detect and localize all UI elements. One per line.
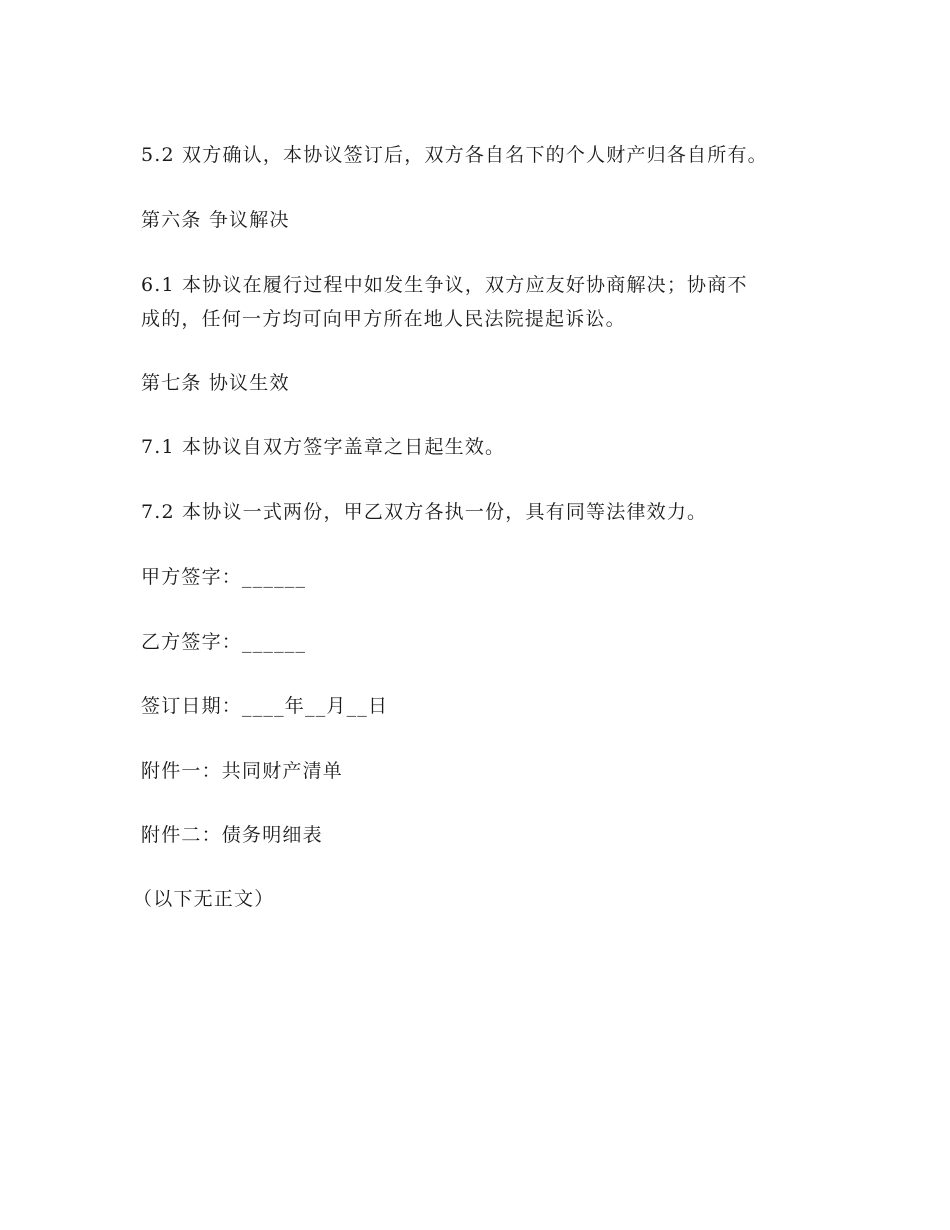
signing-date: 签订日期：____年__月__日 (141, 695, 389, 717)
end-note: （以下无正文） (133, 888, 275, 910)
clause-6-1-line-1: 6.1 本协议在履行过程中如发生争议，双方应友好协商解决；协商不 (141, 274, 748, 296)
clause-7-1: 7.1 本协议自双方签字盖章之日起生效。 (141, 436, 506, 458)
attachment-2: 附件二：债务明细表 (141, 824, 323, 846)
clause-5-2: 5.2 双方确认，本协议签订后，双方各自名下的个人财产归各自所有。 (141, 144, 768, 166)
article-6-heading: 第六条 争议解决 (141, 209, 290, 231)
clause-6-1-line-2: 成的，任何一方均可向甲方所在地人民法院提起诉讼。 (141, 308, 626, 330)
clause-7-2: 7.2 本协议一式两份，甲乙双方各执一份，具有同等法律效力。 (141, 501, 708, 523)
party-a-signature: 甲方签字：______ (141, 566, 307, 588)
party-b-signature: 乙方签字：______ (141, 631, 307, 653)
attachment-1: 附件一：共同财产清单 (141, 760, 344, 782)
article-7-heading: 第七条 协议生效 (141, 372, 290, 394)
